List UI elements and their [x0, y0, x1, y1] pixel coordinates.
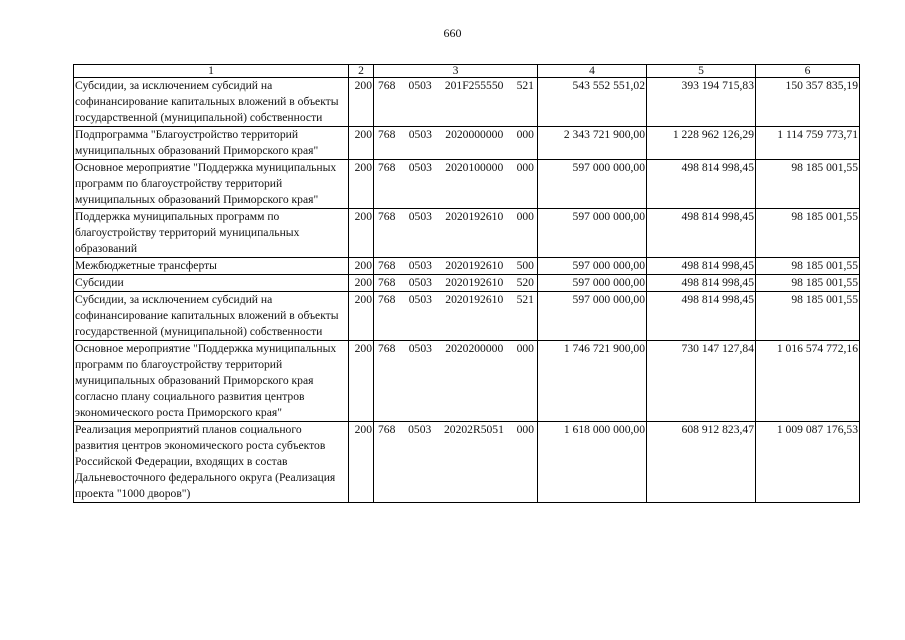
code-part-b: 0503 [408, 423, 432, 436]
row-code [374, 258, 538, 275]
code-part-d: 000 [516, 161, 534, 174]
row-col5: 608 912 823,47 [647, 422, 756, 503]
code-part-d: 000 [516, 423, 534, 436]
row-col5: 498 814 998,45 [647, 275, 756, 292]
table-row [74, 258, 860, 275]
row-col4: 597 000 000,00 [538, 258, 647, 275]
row-col2: 200 [349, 127, 374, 160]
code-part-a: 768 [378, 210, 396, 223]
row-name: Основное мероприятие "Поддержка муниципальных программ по благоустройству территорий муниципальных образований Приморского края согласно плану социального развития центров экономического роста Приморского края" [74, 341, 349, 422]
row-col4: 597 000 000,00 [538, 275, 647, 292]
row-col6: 98 185 001,55 [756, 209, 860, 258]
row-code [374, 341, 538, 422]
row-col4: 543 552 551,02 [538, 78, 647, 127]
row-col6: 1 009 087 176,53 [756, 422, 860, 503]
code-part-b: 0503 [408, 128, 432, 141]
code-part-b: 0503 [408, 259, 432, 272]
code-part-a: 768 [378, 79, 396, 92]
row-name: Субсидии, за исключением субсидий на софинансирование капитальных вложений в объекты государственной (муниципальной) собственности [74, 292, 349, 341]
row-col6: 1 114 759 773,71 [756, 127, 860, 160]
code-part-a: 768 [378, 276, 396, 289]
code-part-c: 2020000000 [445, 128, 504, 141]
code-part-a: 768 [378, 128, 396, 141]
row-col5: 393 194 715,83 [647, 78, 756, 127]
row-col6: 1 016 574 772,16 [756, 341, 860, 422]
row-col2: 200 [349, 209, 374, 258]
code-part-d: 520 [516, 276, 534, 289]
row-col4: 2 343 721 900,00 [538, 127, 647, 160]
code-part-d: 000 [516, 342, 534, 355]
row-col5: 1 228 962 126,29 [647, 127, 756, 160]
code-part-c: 2020100000 [445, 161, 504, 174]
row-col6: 98 185 001,55 [756, 160, 860, 209]
column-header: 1 [74, 65, 349, 78]
code-part-a: 768 [378, 161, 396, 174]
table-row [74, 160, 860, 209]
row-col4: 597 000 000,00 [538, 160, 647, 209]
row-col5: 498 814 998,45 [647, 292, 756, 341]
row-code [374, 160, 538, 209]
row-col4: 597 000 000,00 [538, 292, 647, 341]
row-code [374, 209, 538, 258]
code-part-c: 20202R5051 [443, 423, 504, 436]
column-header: 3 [374, 65, 538, 78]
row-code [374, 78, 538, 127]
row-name: Межбюджетные трансферты [74, 258, 349, 275]
code-part-b: 0503 [408, 276, 432, 289]
code-part-a: 768 [378, 423, 396, 436]
code-part-c: 201F255550 [444, 79, 504, 92]
code-part-c: 2020192610 [445, 293, 504, 306]
page-number: 660 [443, 26, 462, 40]
row-col4: 1 746 721 900,00 [538, 341, 647, 422]
row-col2: 200 [349, 258, 374, 275]
row-col2: 200 [349, 78, 374, 127]
row-col2: 200 [349, 160, 374, 209]
code-part-c: 2020200000 [445, 342, 504, 355]
column-header: 4 [538, 65, 647, 78]
table-row [74, 127, 860, 160]
row-col6: 98 185 001,55 [756, 258, 860, 275]
row-name: Субсидии, за исключением субсидий на софинансирование капитальных вложений в объекты государственной (муниципальной) собственности [74, 78, 349, 127]
row-code [374, 422, 538, 503]
code-part-d: 000 [516, 128, 534, 141]
code-part-b: 0503 [408, 342, 432, 355]
table-row [74, 209, 860, 258]
table-row [74, 78, 860, 127]
code-part-d: 500 [516, 259, 534, 272]
row-col6: 150 357 835,19 [756, 78, 860, 127]
budget-table [73, 64, 860, 503]
row-col4: 597 000 000,00 [538, 209, 647, 258]
row-name: Основное мероприятие "Поддержка муниципальных программ по благоустройству территорий муниципальных образований Приморского края" [74, 160, 349, 209]
table-header-row [74, 65, 860, 78]
table-row [74, 341, 860, 422]
row-col5: 498 814 998,45 [647, 209, 756, 258]
table-row [74, 275, 860, 292]
row-name: Подпрограмма "Благоустройство территорий муниципальных образований Приморского края" [74, 127, 349, 160]
row-col2: 200 [349, 341, 374, 422]
row-code [374, 127, 538, 160]
code-part-a: 768 [378, 293, 396, 306]
row-code [374, 275, 538, 292]
row-col2: 200 [349, 275, 374, 292]
table-body [74, 65, 860, 503]
row-col5: 498 814 998,45 [647, 160, 756, 209]
code-part-c: 2020192610 [445, 276, 504, 289]
column-header: 5 [647, 65, 756, 78]
row-name: Субсидии [74, 275, 349, 292]
code-part-c: 2020192610 [445, 210, 504, 223]
row-col5: 498 814 998,45 [647, 258, 756, 275]
code-part-b: 0503 [408, 293, 432, 306]
code-part-d: 521 [516, 293, 534, 306]
code-part-d: 521 [516, 79, 534, 92]
column-header: 2 [349, 65, 374, 78]
row-col6: 98 185 001,55 [756, 275, 860, 292]
code-part-b: 0503 [408, 79, 432, 92]
row-name: Реализация мероприятий планов социального развития центров экономического роста субъектов Российской Федерации, входящих в состав Дальневосточного федерального округа (Реализация проекта "1000 дворов") [74, 422, 349, 503]
row-code [374, 292, 538, 341]
row-name: Поддержка муниципальных программ по благоустройству территорий муниципальных образований [74, 209, 349, 258]
code-part-b: 0503 [408, 210, 432, 223]
code-part-c: 2020192610 [445, 259, 504, 272]
row-col6: 98 185 001,55 [756, 292, 860, 341]
code-part-b: 0503 [408, 161, 432, 174]
row-col2: 200 [349, 422, 374, 503]
code-part-d: 000 [516, 210, 534, 223]
code-part-a: 768 [378, 342, 396, 355]
table-row [74, 422, 860, 503]
row-col2: 200 [349, 292, 374, 341]
table-row [74, 292, 860, 341]
row-col4: 1 618 000 000,00 [538, 422, 647, 503]
code-part-a: 768 [378, 259, 396, 272]
row-col5: 730 147 127,84 [647, 341, 756, 422]
column-header: 6 [756, 65, 860, 78]
